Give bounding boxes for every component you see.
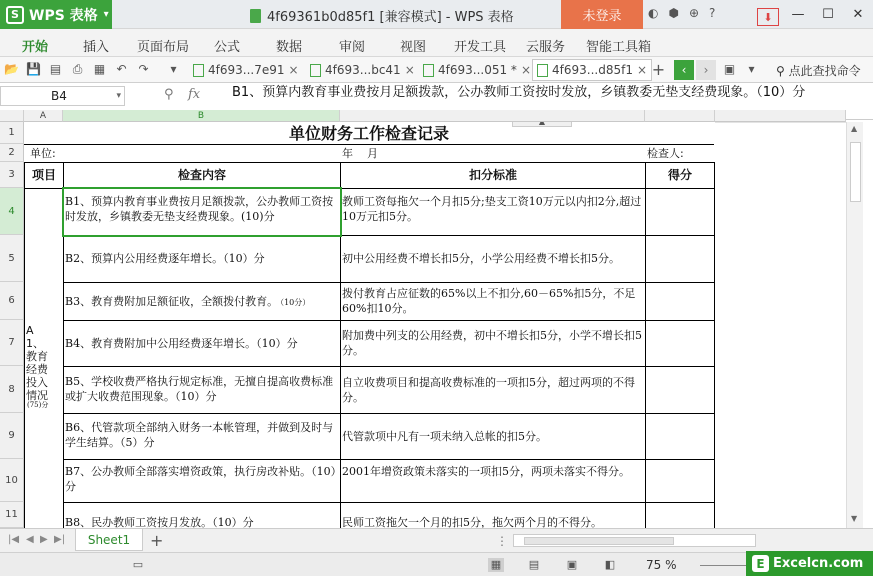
ribbon-tabs (0, 29, 873, 57)
page-layout-view-icon[interactable]: ▤ (528, 558, 540, 571)
row-header[interactable]: 11 (0, 502, 24, 528)
print-preview-icon[interactable]: ▦ (93, 62, 106, 76)
category-points: (75)分 (27, 401, 49, 409)
name-box[interactable] (0, 86, 125, 106)
standard-cell[interactable]: 自立收费项目和提高收费标准的一项扣5分，超过两项的不得分。 (342, 376, 635, 404)
row-header[interactable]: 8 (0, 366, 24, 413)
last-sheet-icon[interactable]: ▶| (54, 534, 66, 545)
hscroll-thumb[interactable] (524, 537, 674, 545)
select-all-corner[interactable] (0, 110, 24, 122)
download-icon[interactable]: ⬇ (753, 0, 783, 29)
close-tab-icon[interactable]: × (520, 63, 531, 77)
row-header[interactable]: 6 (0, 282, 24, 320)
content-cell[interactable]: B6、代管款项全部纳入财务一本帐管理，并做到及时与学生结算。（5）分 (65, 421, 334, 449)
row-header[interactable]: 10 (0, 459, 24, 502)
title-icons (648, 6, 715, 20)
content-text: B3、教育费附加足额征收，全额拨付教育。 (65, 295, 279, 308)
record-macro-icon[interactable]: ▭ (132, 558, 144, 571)
row-header[interactable]: 4 (0, 188, 24, 235)
minimize-button[interactable]: — (791, 7, 805, 22)
column-header-a[interactable]: A (24, 110, 63, 122)
search-icon: ⚲ (776, 64, 785, 78)
header-score[interactable]: 得分 (667, 168, 692, 182)
tab-menu-icon[interactable]: ▾ (748, 62, 755, 76)
toolbar-dropdown-icon[interactable]: ▾ (170, 62, 177, 76)
border-line (63, 320, 714, 321)
redo-icon[interactable]: ↷ (138, 62, 149, 76)
content-cell[interactable]: B5、学校收费严格执行规定标准，无擅自提高收费标准或扩大收费范围现象。（10）分 (65, 375, 334, 403)
tab-split-icon[interactable]: ⋮ (496, 534, 508, 548)
content-cell[interactable] (65, 294, 339, 310)
save-icon[interactable]: 💾 (26, 62, 41, 76)
maximize-button[interactable]: ☐ (822, 7, 834, 22)
header-content[interactable]: 检查内容 (177, 168, 226, 182)
normal-view-icon[interactable]: ▦ (488, 558, 504, 572)
doc-tab-label: 4f693...7e91 (208, 63, 285, 77)
tab-view[interactable]: 视图 (400, 40, 427, 55)
app-menu-button[interactable] (0, 0, 112, 29)
command-search[interactable] (776, 62, 861, 79)
command-search-label: 点此查找命令 (788, 64, 861, 78)
inspector-label[interactable]: 检查人: (647, 147, 684, 160)
settings-hex-icon[interactable]: ⬢ (668, 6, 679, 20)
sheet-title[interactable]: 单位财务工作检查记录 (288, 124, 449, 143)
column-header-e[interactable] (715, 110, 846, 122)
close-tab-icon[interactable]: × (636, 63, 648, 77)
fx-icon[interactable]: fx (188, 87, 201, 102)
export-pdf-icon[interactable]: ▤ (49, 62, 62, 76)
next-sheet-icon[interactable]: ▶ (40, 534, 48, 545)
login-button[interactable]: 未登录 (561, 0, 643, 29)
spreadsheet-file-icon (310, 64, 321, 77)
sheet-tab-bar (0, 528, 873, 552)
column-header-d[interactable] (645, 110, 715, 122)
title-bar (0, 0, 873, 29)
content-cell[interactable]: B8、民办教师工资按月发放。（10）分 (65, 516, 254, 528)
cell-reference: B4 (51, 89, 67, 103)
border-line (24, 162, 714, 163)
undo-icon[interactable]: ↶ (116, 62, 127, 76)
tab-home[interactable]: 开始 (22, 40, 49, 55)
prev-sheet-icon[interactable]: ◀ (26, 534, 34, 545)
scroll-down-icon[interactable]: ▼ (851, 514, 858, 523)
content-cell[interactable]: B7、公办教师全部落实增资政策，执行房改补贴。（10）分 (65, 465, 337, 493)
content-cell[interactable]: B2、预算内公用经费逐年增长。（10）分 (65, 252, 265, 265)
doc-tab-active[interactable] (532, 59, 652, 81)
standard-cell[interactable]: 民师工资拖欠一个月的扣5分，拖欠两个月的不得分。 (342, 516, 602, 528)
content-cell-b4[interactable]: B1、预算内教育事业费按月足额拨款，公办教师工资按时发放，乡镇教委无垫支经费现象。(10)分 (63, 188, 341, 236)
spreadsheet-file-icon (250, 9, 261, 23)
new-tab-icon[interactable]: + (651, 60, 666, 79)
app-name: WPS 表格 (29, 7, 98, 24)
doc-tab[interactable] (188, 59, 304, 81)
formula-input[interactable]: B1、预算内教育事业费按月足额拨款，公办教师工资按时发放，乡镇教委无垫支经费现象。（10）分 (232, 85, 806, 100)
vertical-scrollbar[interactable] (846, 122, 863, 528)
zoom-search-icon[interactable]: ⚲ (164, 87, 174, 102)
tab-next-button[interactable]: › (696, 60, 716, 80)
category-cell[interactable]: A1、教育经费投入情况 (26, 324, 48, 402)
standard-cell[interactable]: 附加费中列支的公用经费，初中不增长扣5分，小学不增长扣5分。 (342, 329, 642, 357)
standard-cell[interactable]: 教师工资每拖欠一个月扣5分;垫支工资10万元以内扣2分,超过10万元扣5分。 (342, 195, 642, 223)
help-icon[interactable]: ? (709, 6, 716, 20)
share-icon[interactable]: ⊕ (688, 6, 700, 20)
header-standard[interactable]: 扣分标准 (468, 168, 517, 182)
horizontal-scrollbar[interactable] (513, 534, 756, 547)
skin-icon[interactable]: ◐ (648, 6, 659, 20)
border-line (63, 459, 714, 460)
excelcn-logo-icon: E (752, 555, 769, 572)
add-sheet-icon[interactable]: + (150, 531, 164, 550)
standard-cell[interactable]: 初中公用经费不增长扣5分，小学公用经费不增长扣5分。 (342, 252, 620, 265)
tab-formulas[interactable]: 公式 (214, 40, 241, 55)
tab-developer[interactable]: 开发工具 (454, 40, 507, 55)
watermark-text: Excelcn.com (773, 556, 864, 571)
chevron-down-icon[interactable]: ▾ (116, 91, 121, 101)
standard-cell[interactable]: 2001年增资政策未落实的一项扣5分，两项未落实不得分。 (342, 465, 630, 478)
reading-mode-icon[interactable]: ◧ (604, 558, 616, 571)
border-line (63, 282, 714, 283)
content-cell[interactable]: B4、教育费附加中公用经费逐年增长。（10）分 (65, 337, 298, 350)
doc-tab-label: 4f693...051 * (438, 63, 517, 77)
unit-label[interactable]: 单位: (30, 147, 56, 160)
column-header-c[interactable] (340, 110, 645, 122)
date-label[interactable]: 年 月 (342, 147, 378, 160)
quick-toolbar (0, 57, 873, 83)
scroll-up-icon[interactable]: ▲ (851, 124, 858, 133)
row-header[interactable]: 5 (0, 235, 24, 282)
doc-tab[interactable] (305, 59, 420, 81)
border-line (24, 144, 714, 145)
tab-page-layout[interactable]: 页面布局 (137, 40, 190, 55)
close-button[interactable]: ✕ (852, 7, 864, 22)
border-line (63, 502, 714, 503)
standard-cell[interactable]: 拨付教育占应征数的65%以上不扣分,60－65%扣5分，不足60%扣10分。 (342, 287, 636, 315)
header-item[interactable]: 项目 (31, 168, 56, 182)
doc-tab[interactable] (418, 59, 536, 81)
first-sheet-icon[interactable]: |◀ (8, 534, 20, 545)
tab-smart-tools[interactable]: 智能工具箱 (586, 40, 652, 55)
open-icon[interactable]: 📂 (4, 62, 19, 76)
doc-tab-label: 4f693...d85f1 (552, 63, 633, 77)
column-header-b[interactable]: B (63, 110, 340, 122)
tab-data[interactable]: 数据 (276, 40, 303, 55)
border-line (24, 162, 25, 528)
tab-prev-button[interactable]: ‹ (674, 60, 694, 80)
content-points-small: （10分） (280, 298, 311, 307)
spreadsheet-file-icon (193, 64, 204, 77)
border-line (63, 413, 714, 414)
row-header[interactable]: 7 (0, 320, 24, 366)
row-header[interactable]: 9 (0, 413, 24, 459)
wps-logo-icon: S (6, 6, 24, 24)
zoom-level[interactable]: 75 % (646, 558, 677, 572)
row-header[interactable]: 2 (0, 144, 24, 162)
page-break-view-icon[interactable]: ▣ (566, 558, 578, 571)
scroll-thumb[interactable] (850, 142, 861, 202)
border-line (63, 366, 714, 367)
document-title-text: 4f69361b0d85f1 [兼容模式] - WPS 表格 (267, 10, 514, 25)
sheet-tab-sheet1[interactable]: Sheet1 (75, 529, 143, 551)
tab-insert[interactable]: 插入 (83, 40, 110, 55)
close-tab-icon[interactable]: × (404, 63, 415, 77)
tab-list-icon[interactable]: ▣ (723, 62, 736, 76)
tab-cloud[interactable]: 云服务 (526, 40, 566, 55)
border-line (714, 162, 715, 528)
window-controls (753, 0, 873, 29)
chevron-down-icon: ▾ (103, 9, 109, 20)
print-icon[interactable]: ⎙ (72, 62, 83, 76)
document-title (250, 6, 514, 25)
status-bar (0, 552, 873, 576)
spreadsheet-file-icon (423, 64, 434, 77)
row-header[interactable]: 1 (0, 122, 24, 144)
row-header[interactable]: 3 (0, 162, 24, 188)
border-line (645, 162, 646, 528)
tab-review[interactable]: 审阅 (339, 40, 366, 55)
doc-tab-label: 4f693...bc41 (325, 63, 401, 77)
spreadsheet-file-icon (537, 64, 548, 77)
standard-cell[interactable]: 代管款项中凡有一项未纳入总帐的扣5分。 (342, 430, 547, 443)
watermark-logo (746, 551, 873, 576)
close-tab-icon[interactable]: × (288, 63, 299, 77)
